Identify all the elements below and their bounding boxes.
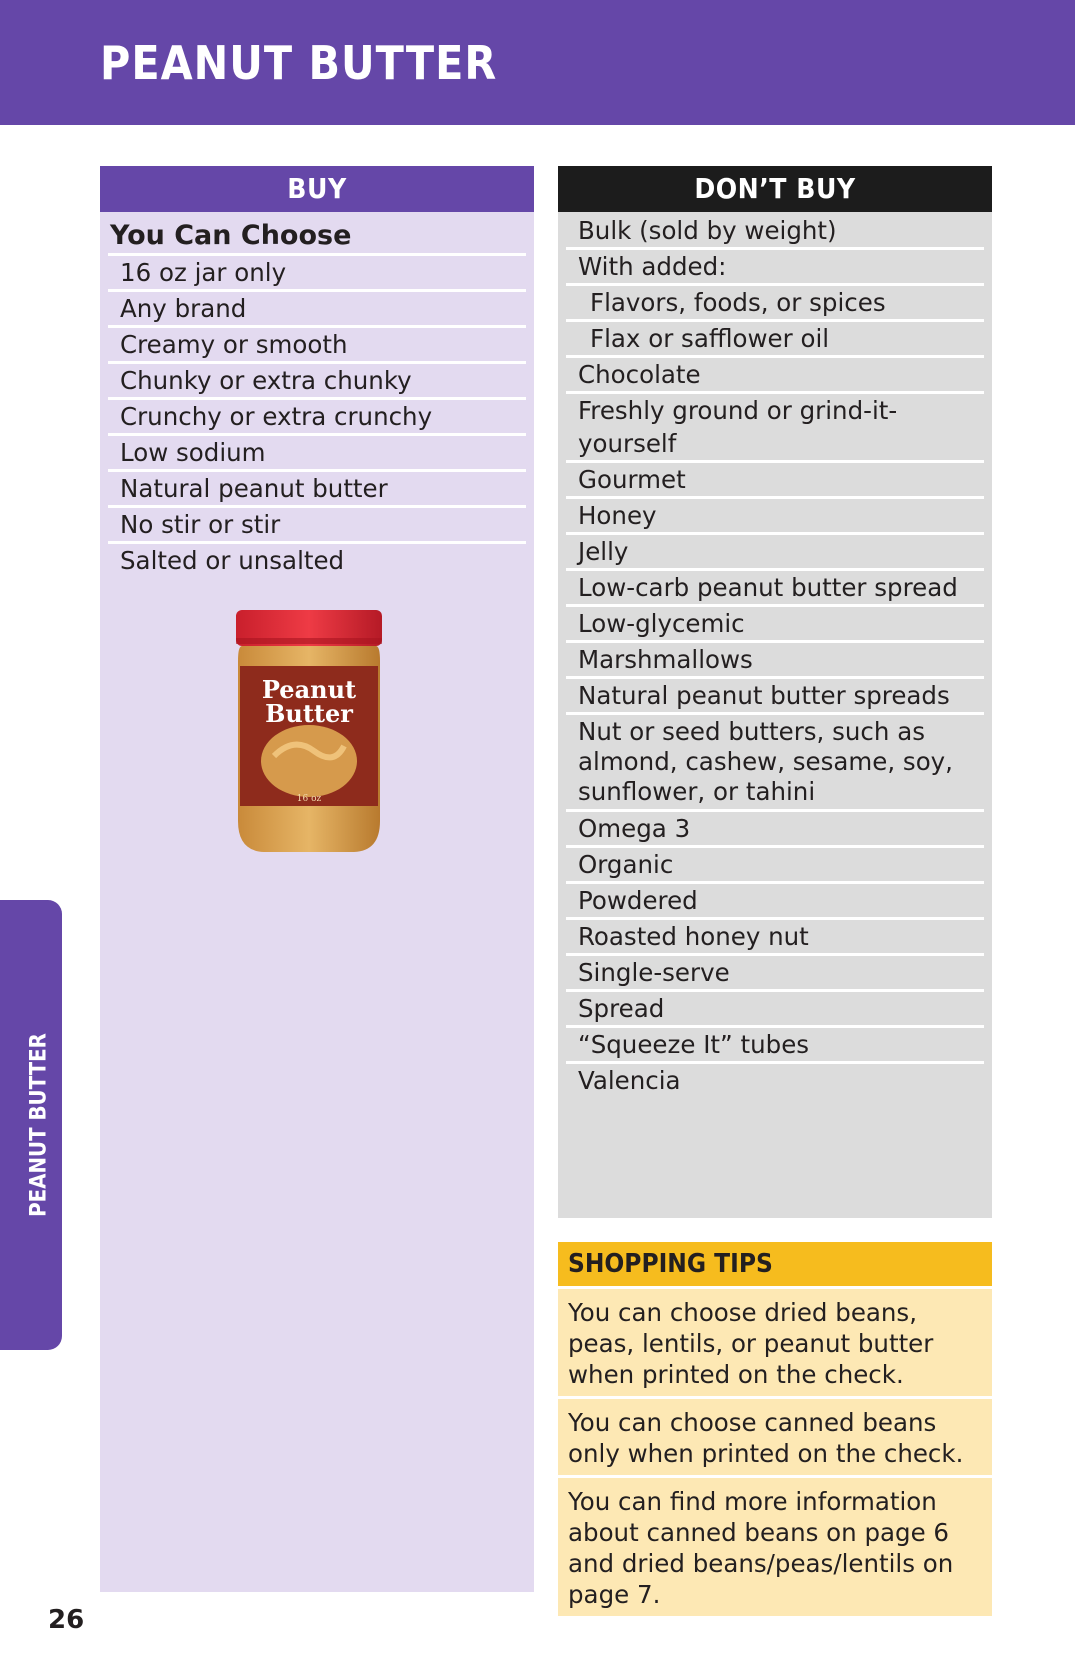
shopping-tip: You can choose dried beans, peas, lentils, or peanut butter when printed on the check.: [558, 1289, 992, 1396]
buy-list: [108, 256, 526, 577]
dont-buy-item: Single-serve: [566, 956, 984, 992]
dont-buy-item: Gourmet: [566, 463, 984, 499]
buy-item: Chunky or extra chunky: [108, 364, 526, 400]
dont-buy-item: Organic: [566, 848, 984, 884]
dont-buy-subitem: Flavors, foods, or spices: [566, 286, 984, 322]
buy-item: Low sodium: [108, 436, 526, 472]
buy-item: 16 oz jar only: [108, 256, 526, 292]
dont-buy-column: [558, 166, 992, 1218]
buy-item: Crunchy or extra crunchy: [108, 400, 526, 436]
dont-buy-item: Marshmallows: [566, 643, 984, 679]
buy-subheading: You Can Choose: [108, 214, 526, 256]
dont-buy-item: Low-glycemic: [566, 607, 984, 643]
dont-buy-heading: DON’T BUY: [558, 166, 992, 212]
dont-buy-item: Honey: [566, 499, 984, 535]
peanut-butter-jar-image: [234, 606, 384, 856]
shopping-tips-heading: SHOPPING TIPS: [558, 1242, 992, 1286]
buy-heading: BUY: [100, 166, 534, 212]
dont-buy-item: Freshly ground or grind-it-yourself: [566, 394, 984, 463]
shopping-tip: You can choose canned beans only when printed on the check.: [558, 1399, 992, 1475]
page-header: [0, 0, 1075, 125]
buy-item: Salted or unsalted: [120, 546, 345, 575]
page-number: 26: [48, 1605, 85, 1635]
dont-buy-item: Valencia: [578, 1066, 681, 1095]
buy-item: Creamy or smooth: [108, 328, 526, 364]
dont-buy-item: Roasted honey nut: [566, 920, 984, 956]
dont-buy-item: Chocolate: [566, 358, 984, 394]
buy-item: Natural peanut butter: [108, 472, 526, 508]
jar-size-label: 16 oz: [296, 794, 322, 804]
dont-buy-item: Low-carb peanut butter spread: [566, 571, 984, 607]
dont-buy-item: Spread: [566, 992, 984, 1028]
shopping-tip: You can find more information about canned beans on page 6 and dried beans/peas/lentils on page 7.: [558, 1478, 992, 1616]
dont-buy-subitem: Flax or safflower oil: [566, 322, 984, 358]
dont-buy-item: Bulk (sold by weight): [566, 214, 984, 250]
buy-column: [100, 166, 534, 1592]
jar-label-line2: Butter: [265, 699, 353, 728]
jar-label-line1: Peanut: [261, 675, 357, 704]
dont-buy-item: “Squeeze It” tubes: [566, 1028, 984, 1064]
dont-buy-item: Natural peanut butter spreads: [566, 679, 984, 715]
dont-buy-item: Jelly: [566, 535, 984, 571]
page-title: PEANUT BUTTER: [100, 36, 498, 90]
buy-item: Any brand: [108, 292, 526, 328]
dont-buy-item: Omega 3: [566, 812, 984, 848]
dont-buy-item: Nut or seed butters, such as almond, cashew, sesame, soy, sunflower, or tahini: [566, 715, 984, 812]
dont-buy-item: Powdered: [566, 884, 984, 920]
buy-item: No stir or stir: [108, 508, 526, 544]
dont-buy-list: [566, 214, 984, 1097]
dont-buy-item: With added:: [566, 250, 984, 286]
shopping-tips-box: [558, 1242, 992, 1609]
section-side-tab-label: PEANUT BUTTER: [26, 1033, 52, 1217]
